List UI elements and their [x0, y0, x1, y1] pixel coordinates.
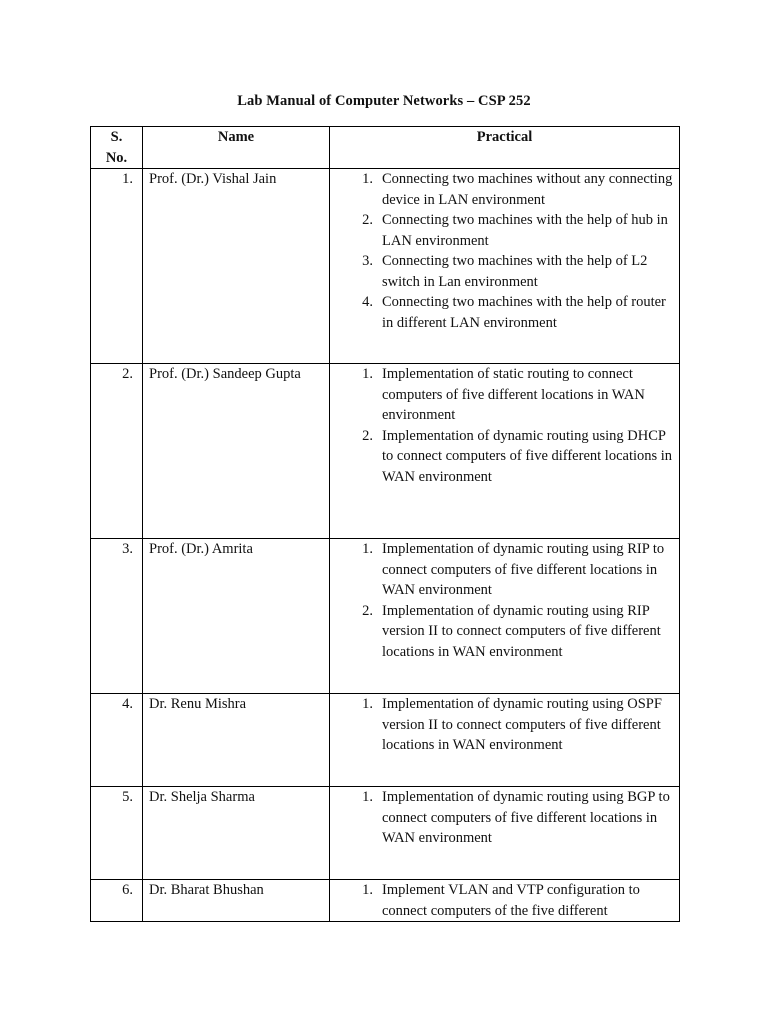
row-practicals	[330, 787, 680, 880]
practical-number: 1.	[362, 789, 373, 805]
practical-item	[330, 880, 679, 921]
row-name: Prof. (Dr.) Amrita	[143, 539, 330, 694]
practical-number: 4.	[362, 294, 373, 310]
practical-number: 2.	[362, 427, 373, 444]
row-sno: 3.	[91, 539, 143, 694]
practical-number: 1.	[362, 696, 373, 712]
practical-list	[330, 787, 679, 849]
row-sno: 4.	[91, 694, 143, 787]
practical-item	[330, 292, 679, 333]
practical-list	[330, 539, 679, 662]
practical-text: Implementation of dynamic routing using RIP to connect computers of five different locations in WAN environment	[382, 541, 665, 598]
table-row	[91, 880, 680, 922]
practical-item	[330, 426, 679, 488]
practical-text: Connecting two machines with the help of router in different LAN environment	[382, 294, 666, 331]
header-practical: Practical	[330, 127, 680, 169]
practical-number: 2.	[362, 212, 373, 228]
table-row	[91, 539, 680, 694]
practical-item	[330, 539, 679, 601]
row-sno: 6.	[91, 880, 143, 922]
row-practicals	[330, 169, 680, 364]
row-sno: 5.	[91, 787, 143, 880]
header-sno: S. No.	[91, 127, 143, 169]
table-header-row	[91, 127, 680, 169]
practical-text: Implementation of dynamic routing using DHCP to connect computers of five different locations in WAN environment	[382, 427, 673, 485]
page-title: Lab Manual of Computer Networks – CSP 252	[237, 93, 531, 109]
practical-number: 2.	[362, 602, 373, 619]
row-name: Prof. (Dr.) Sandeep Gupta	[143, 364, 330, 539]
table-row	[91, 364, 680, 539]
practical-number: 1.	[362, 882, 373, 898]
practical-text: Connecting two machines with the help of L2 switch in Lan environment	[382, 253, 648, 290]
practical-list	[330, 364, 679, 487]
practical-item	[330, 210, 679, 251]
table-row	[91, 694, 680, 787]
row-practicals	[330, 880, 680, 922]
table-row	[91, 787, 680, 880]
practical-number: 1.	[362, 366, 373, 382]
practical-number: 1.	[362, 541, 373, 557]
practical-item	[330, 364, 679, 426]
practical-text: Connecting two machines with the help of hub in LAN environment	[382, 212, 668, 249]
row-name: Prof. (Dr.) Vishal Jain	[143, 169, 330, 364]
row-name: Dr. Shelja Sharma	[143, 787, 330, 880]
row-sno: 1.	[91, 169, 143, 364]
practical-number: 1.	[362, 171, 373, 187]
practical-text: Implementation of dynamic routing using RIP version II to connect computers of five different locations in WAN environment	[382, 602, 661, 660]
practical-item	[330, 694, 679, 756]
practical-text: Implementation of static routing to connect computers of five different locations in WAN environment	[382, 366, 645, 423]
row-practicals	[330, 694, 680, 787]
practicals-table	[90, 126, 680, 922]
practical-text: Implementation of dynamic routing using OSPF version II to connect computers of five different locations in WAN environment	[382, 696, 662, 753]
table-row	[91, 169, 680, 364]
row-practicals	[330, 364, 680, 539]
practical-item	[330, 251, 679, 292]
row-practicals	[330, 539, 680, 694]
practical-list	[330, 169, 679, 333]
practical-item	[330, 787, 679, 849]
practical-number: 3.	[362, 253, 373, 269]
header-name: Name	[143, 127, 330, 169]
practical-text: Implement VLAN and VTP configuration to connect computers of the five different	[382, 882, 640, 919]
practical-list	[330, 880, 679, 921]
practical-item	[330, 169, 679, 210]
row-sno: 2.	[91, 364, 143, 539]
table-body	[91, 169, 680, 922]
practical-list	[330, 694, 679, 756]
practical-text: Implementation of dynamic routing using BGP to connect computers of five different locations in WAN environment	[382, 789, 670, 846]
row-name: Dr. Renu Mishra	[143, 694, 330, 787]
row-name: Dr. Bharat Bhushan	[143, 880, 330, 922]
practical-item	[330, 601, 679, 663]
practical-text: Connecting two machines without any connecting device in LAN environment	[382, 171, 673, 208]
